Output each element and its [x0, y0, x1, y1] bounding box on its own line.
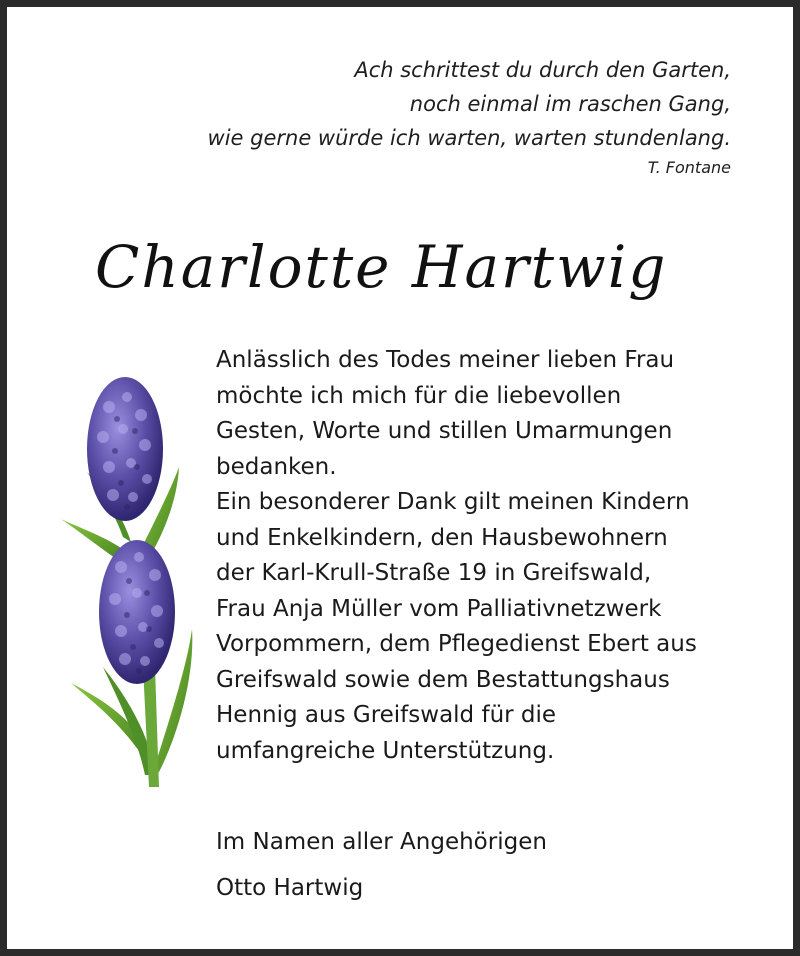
message-line: Hennig aus Greifswald für die: [216, 702, 557, 728]
message-line: Frau Anja Müller vom Palliativnetzwerk: [216, 595, 662, 622]
on-behalf-line: Im Namen aller Angehörigen: [216, 829, 547, 855]
message-line: bedanken.: [216, 453, 337, 480]
message-line: Ein besonderer Dank gilt meinen Kindern: [216, 489, 690, 515]
deceased-name: Charlotte Hartwig: [95, 233, 668, 301]
quote-author: T. Fontane: [647, 158, 731, 177]
message-line: möchte ich mich für die liebevollen: [216, 382, 622, 409]
signature: Otto Hartwig: [216, 875, 364, 901]
message-line: der Karl-Krull-Straße 19 in Greifswald,: [216, 560, 652, 586]
message-line: und Enkelkindern, den Hausbewohnern: [216, 524, 668, 551]
message-line: umfangreiche Unterstützung.: [216, 737, 555, 764]
message-line: Gesten, Worte und stillen Umarmungen: [216, 418, 673, 444]
message-line: Greifswald sowie dem Bestattungshaus: [216, 666, 670, 693]
hyacinth-flower-icon: [57, 367, 202, 797]
message-line: Vorpommern, dem Pflegedienst Ebert aus: [216, 631, 697, 657]
closing-block: [216, 819, 776, 911]
quote-line: wie gerne würde ich warten, warten stundenlang.: [207, 126, 731, 150]
poem-quote: [131, 53, 731, 181]
thank-you-message: [216, 343, 776, 769]
message-line: Anlässlich des Todes meiner lieben Frau: [216, 347, 675, 373]
quote-line: noch einmal im raschen Gang,: [409, 92, 731, 116]
quote-line: Ach schrittest du durch den Garten,: [354, 58, 731, 82]
